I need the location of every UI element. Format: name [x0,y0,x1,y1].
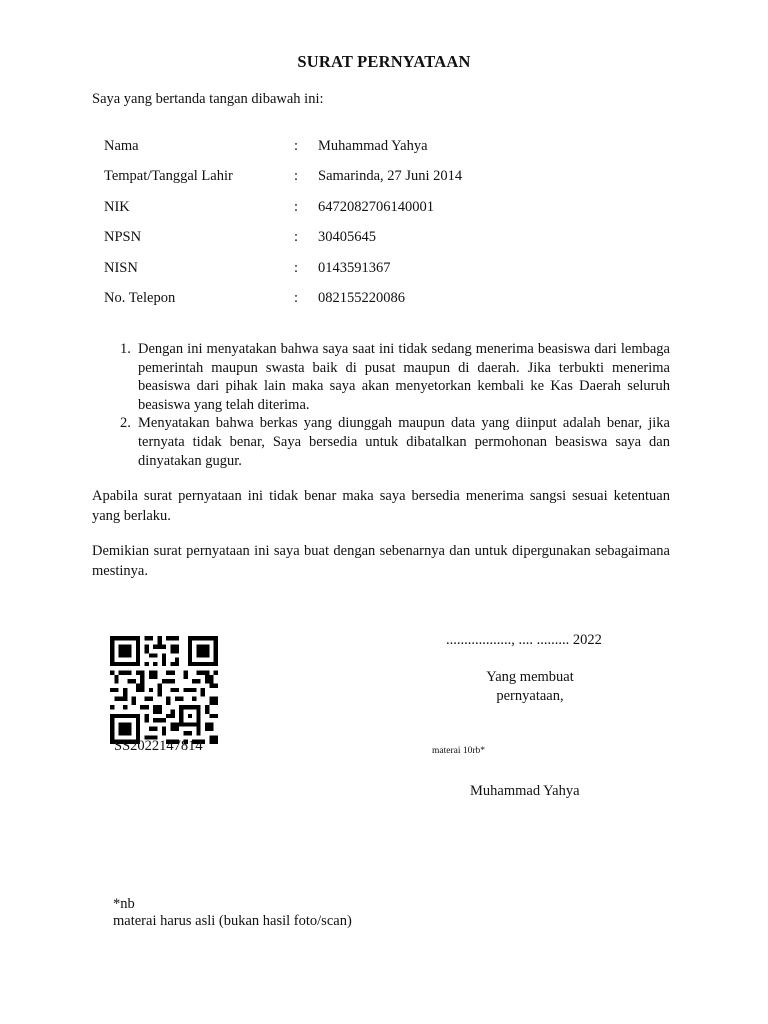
nb-note [113,896,352,929]
nb-text: materai harus asli (bukan hasil foto/scan) [113,912,352,929]
field-label: NPSN [104,229,142,246]
closing-paragraph: Demikian surat pernyataan ini saya buat dengan sebenarnya dan untuk dipergunakan sebagaimana mestinya. [92,543,670,579]
field-value: Samarinda, 27 Juni 2014 [318,168,463,185]
signer-name: Muhammad Yahya [470,783,580,799]
statement-text: Dengan ini menyatakan bahwa saya saat ini tidak sedang menerima beasiswa dari lembaga pemerintah maupun swasta baik di pusat maupun di daerah. Jika terbukti menerima beasiswa dari pihak lain maka saya akan menyetorkan kembali ke Kas Daerah seluruh beasiswa yang telah diterima. [138,341,670,413]
page-title: SURAT PERNYATAAN [297,52,471,71]
statement-item [118,340,670,414]
signer-line-2: pernyataan, [496,688,564,704]
field-value: 082155220086 [318,289,405,306]
materai-note: materai 10rb* [432,746,486,756]
field-colon: : [294,198,299,215]
field-value: 0143591367 [318,259,391,276]
statement-item [118,414,670,470]
field-label: NIK [104,198,130,215]
field-label: NISN [104,259,138,276]
qr-code-icon [110,636,218,744]
field-colon: : [294,289,299,306]
statement-number: 1. [120,341,131,357]
field-colon: : [294,259,299,276]
field-colon: : [294,229,299,246]
field-colon: : [294,168,299,185]
field-label: Nama [104,138,139,154]
field-value: 30405645 [318,229,376,246]
statement-text: Menyatakan bahwa berkas yang diunggah maupun data yang diinput adalah benar, jika ternyata tidak benar, Saya bersedia untuk dibatalkan permohonan beasiswa saya dan dinyatakan gugur. [138,415,670,469]
sanction-paragraph: Apabila surat pernyataan ini tidak benar maka saya bersedia menerima sangsi sesuai ketentuan yang berlaku. [92,488,670,524]
field-value: 6472082706140001 [318,198,434,215]
qr-code-text: SS2022147814 [114,738,203,754]
nb-heading: *nb [113,896,135,912]
signer-block [430,668,630,706]
field-colon: : [294,138,299,154]
field-label: Tempat/Tanggal Lahir [104,168,233,185]
statement-list [118,340,670,470]
date-line: .................., .... ......... 2022 [446,632,602,648]
statement-number: 2. [120,415,131,432]
field-label: No. Telepon [104,289,176,306]
signer-line-1: Yang membuat [486,669,574,685]
intro-text: Saya yang bertanda tangan dibawah ini: [92,91,324,107]
field-value: Muhammad Yahya [318,138,428,154]
